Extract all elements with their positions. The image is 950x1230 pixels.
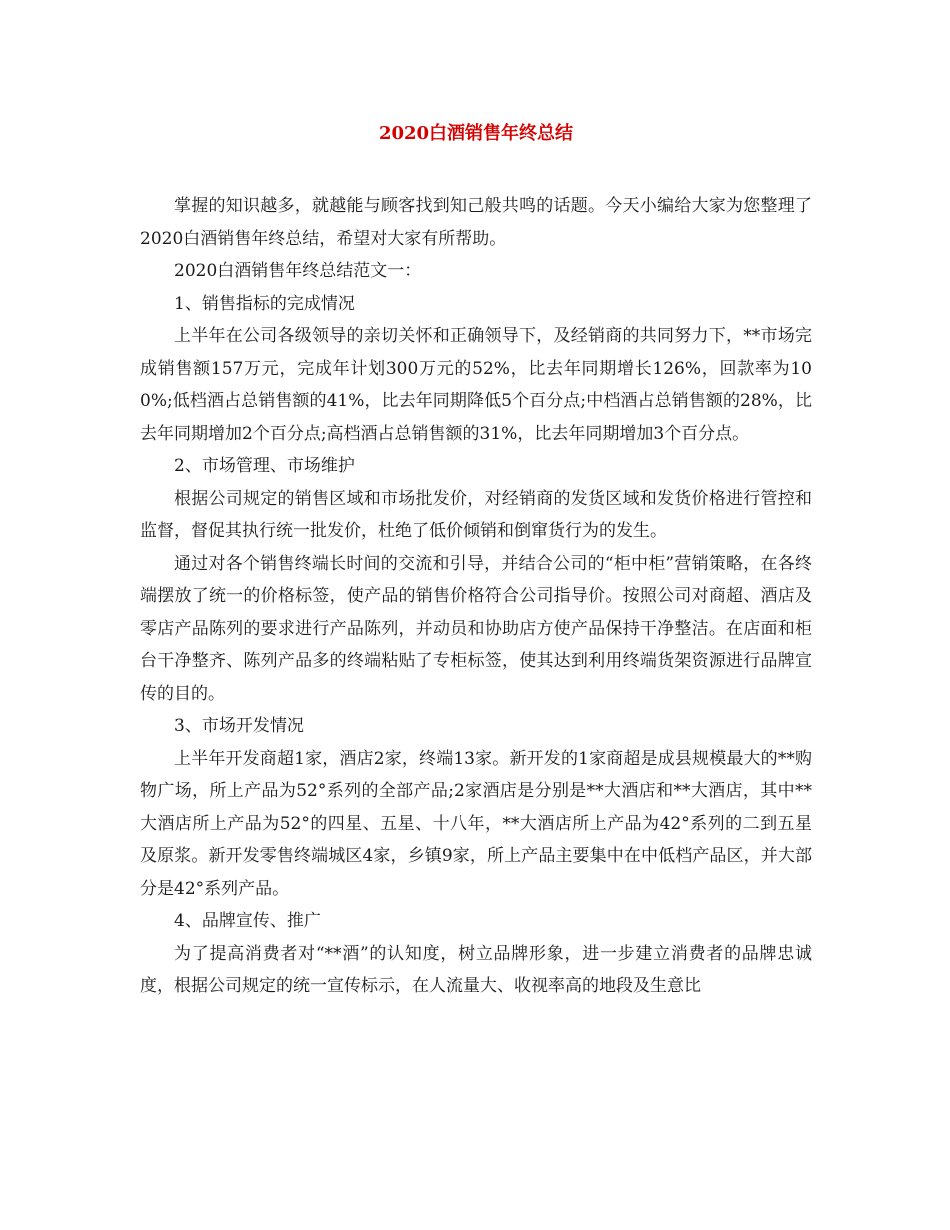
section-heading-market-management: 2、市场管理、市场维护: [174, 456, 355, 476]
document-title: 2020白酒销售年终总结: [378, 123, 574, 144]
section-heading-sales-targets: 1、销售指标的完成情况: [174, 293, 355, 314]
paragraph-sample-heading: 2020白酒销售年终总结范文一：: [174, 261, 422, 281]
section-heading-brand-promotion: 4、品牌宣传、推广: [174, 911, 321, 931]
paragraph-brand-promotion: 为了提高消费者对“**酒”的认知度，树立品牌形象，进一步建立消费者的品牌忠诚度，根据公司规定的统一宣传标示，在人流量大、收视率高的地段及生意比: [140, 943, 812, 996]
paragraph-market-management-1: 根据公司规定的销售区域和市场批发价，对经销商的发货区域和发货价格进行管控和监督，督促其执行统一批发价，杜绝了低价倾销和倒窜货行为的发生。: [140, 488, 812, 541]
paragraph-market-management-2: 通过对各个销售终端长时间的交流和引导，并结合公司的“柜中柜”营销策略，在各终端摆放了统一的价格标签，使产品的销售价格符合公司指导价。按照公司对商超、酒店及零店产品陈列的要求进行产品陈列，并动员和协助店方使产品保持干净整洁。在店面和柜台干净整齐、陈列产品多的终端粘贴了专柜标签，使其达到利用终端货架资源进行品牌宣传的目的。: [140, 553, 812, 704]
section-heading-market-development: 3、市场开发情况: [174, 716, 304, 736]
paragraph-sales-targets: 上半年在公司各级领导的亲切关怀和正确领导下，及经销商的共同努力下，**市场完成销售额157万元，完成年计划300万元的52%，比去年同期增长126%，回款率为100%;低档酒占总销售额的41%，比去年同期降低5个百分点;中档酒占总销售额的28%，比去年同期增加2个百分点;高档酒占总销售额的31%，比去年同期增加3个百分点。: [140, 326, 812, 444]
paragraph-intro: 掌握的知识越多，就越能与顾客找到知己般共鸣的话题。今天小编给大家为您整理了2020白酒销售年终总结，希望对大家有所帮助。: [140, 196, 812, 249]
paragraph-market-development: 上半年开发商超1家，酒店2家，终端13家。新开发的1家商超是成县规模最大的**购物广场，所上产品为52°系列的全部产品;2家酒店是分别是**大酒店和**大酒店，其中**大酒店所上产品为52°的四星、五星、十八年，**大酒店所上产品为42°系列的二到五星及原浆。新开发零售终端城区4家，乡镇9家，所上产品主要集中在中低档产品区，并大部分是42°系列产品。: [140, 748, 812, 899]
document-page: [140, 118, 812, 1003]
